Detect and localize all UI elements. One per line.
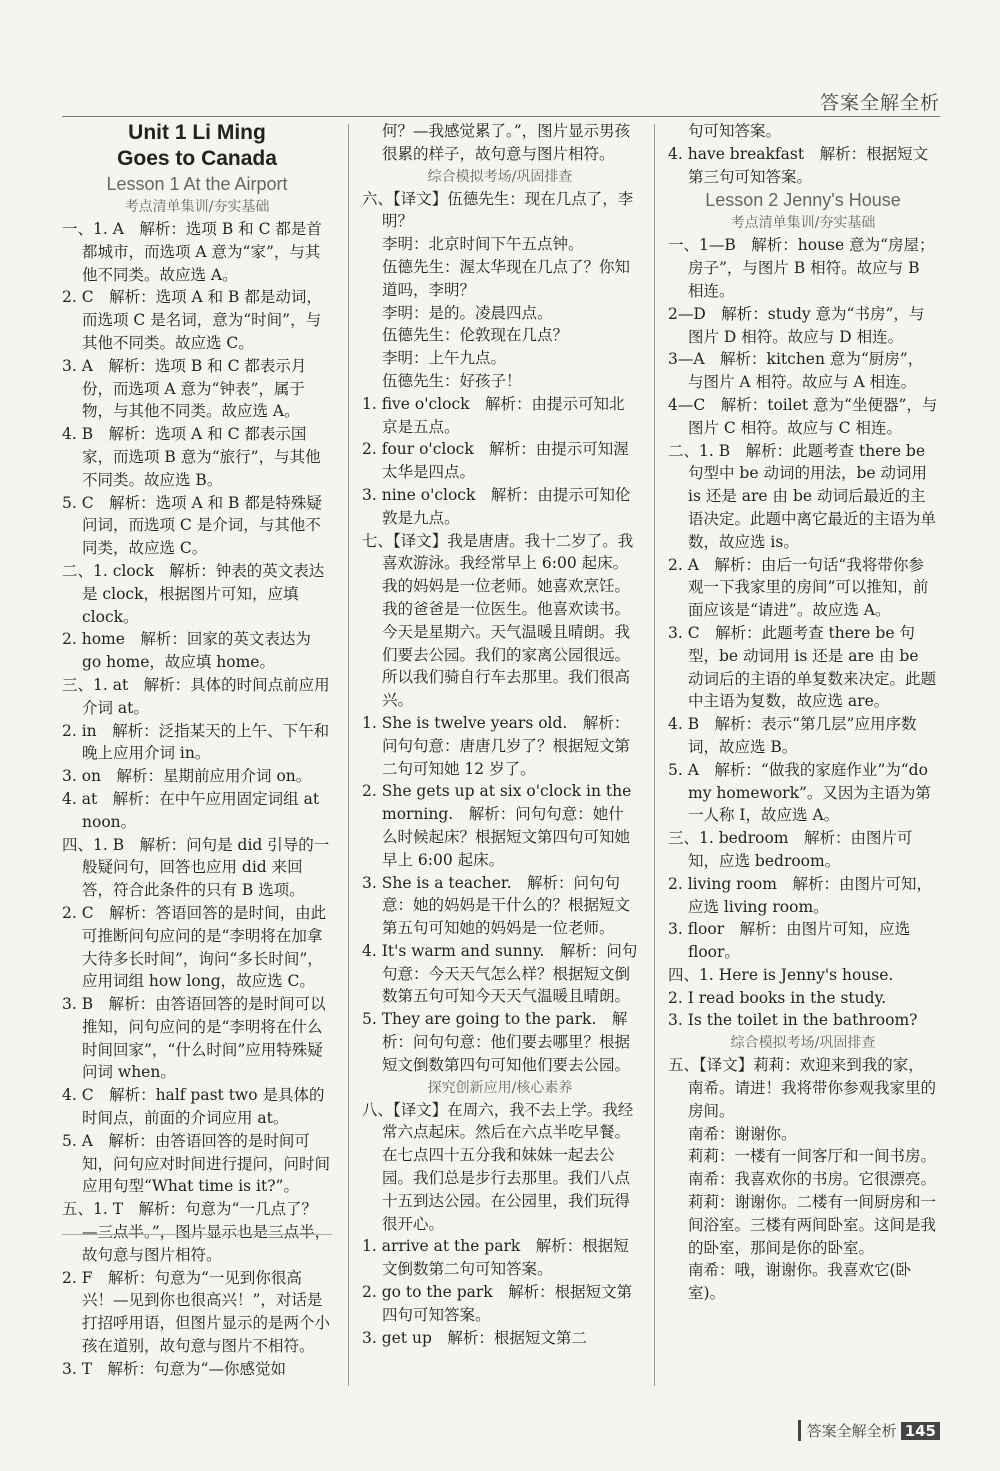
answer-item: 4. B 解析：选项 A 和 C 都表示国家，而选项 B 意为“旅行”，与其他不同类。故应选 B。	[62, 425, 321, 489]
answer-item: 三、1. bedroom 解析：由图片可知，应选 bedroom。	[668, 829, 913, 870]
unit-title: Goes to Canada	[117, 147, 277, 170]
answer-item: 3. T 解析：句意为“—你感觉如	[62, 1359, 286, 1378]
answer-item: 4. It's warm and sunny. 解析：问句句意：今天天气怎么样？根据短文倒数第五句可知今天天气温暖且晴朗。	[362, 941, 638, 1006]
answer-line: 伍德先生：渥太华现在几点了？你知道吗，李明？	[382, 257, 631, 299]
answer-item: 一、1—B 解析：house 意为“房屋；房子”，与图片 B 相符。故应与 B 相连。	[668, 236, 935, 300]
answer-item: 2. living room 解析：由图片可知，应选 living room。	[668, 874, 932, 916]
answer-item: 5. They are going to the park. 解析：问句句意：他们要去哪里？根据短文倒数第四句可知他们要去公园。	[362, 1010, 631, 1074]
answer-item: 四、1. B 解析：问句是 did 引导的一般疑问句，回答也应用 did 来回答，符合此条件的只有 B 选项。	[62, 835, 330, 900]
answer-item: 2. home 解析：回家的英文表达为 go home，故应填 home。	[62, 630, 311, 672]
answer-item: 5. C 解析：选项 A 和 B 都是特殊疑问词，而选项 C 是介词，与其他不同类，故应选 C。	[62, 493, 322, 558]
header-rule	[62, 116, 940, 117]
answer-item: 4. B 解析：表示“第几层”应用序数词，故应选 B。	[668, 715, 917, 756]
answer-line: 李明：上午九点。	[382, 349, 507, 368]
answer-item: 3. on 解析：星期前应用介词 on。	[62, 767, 312, 786]
section-rule	[62, 1234, 332, 1235]
answer-line: 伍德先生：好孩子！	[382, 371, 522, 390]
answer-item: 4. have breakfast 解析：根据短文第三句可知答案。	[668, 144, 929, 186]
answer-item: 2. A 解析：由后一句话“我将带你参观一下我家里的房间”可以推知，前面应该是“请进”。故应选 A。	[668, 555, 929, 620]
lesson-title: Lesson 1 At the Airport	[106, 174, 288, 194]
answer-item: 4—C 解析：toilet 意为“坐便器”，与图片 C 相符。故应与 C 相连。	[668, 395, 938, 437]
section-heading: 综合模拟考场/巩固排查	[730, 1035, 876, 1052]
answer-item: 五、1. T 解析：句意为“一几点了？—三点半。”，图片显示也是三点半，故句意与图片相符。	[62, 1200, 331, 1264]
answer-item: 5. A 解析：“做我的家庭作业”为“do my homework”。又因为主语为第一人称 I，故应选 A。	[668, 760, 931, 825]
answer-item: 八、【译文】在周六，我不去上学。我经常六点起床。然后在六点半吃早餐。在七点四十五分我和妹妹一起去公园。我们总是步行去那里。我们八点十五到达公园。在公园里，我们玩得很开心。	[362, 1100, 634, 1233]
answer-item: 2—D 解析：study 意为“书房”，与图片 D 相符。故应与 D 相连。	[668, 304, 925, 346]
column-3	[668, 120, 938, 1390]
answer-item: 5. A 解析：由答语回答的是时间可知，问句应对时间进行提问，问时间应用句型“What time is it?”。	[62, 1131, 331, 1196]
answer-item: 3. C 解析：此题考查 there be 句型，be 动词用 is 还是 are 由 be 动词后的主语的单复数来决定。此题中主语为复数，故应选 are。	[668, 623, 937, 711]
answer-item: 二、1. B 解析：此题考查 there be 句型中 be 动词的用法，be 动词用 is 还是 are 由 be 动词后最近的主语决定。此题中离它最近的主语为单数，故应选 is。	[668, 441, 937, 551]
answer-item: 五、【译文】莉莉：欢迎来到我的家，南希。请进！我将带你参观我家里的房间。	[668, 1056, 937, 1120]
answer-line: 李明：北京时间下午五点钟。	[382, 235, 584, 254]
column-1	[62, 120, 332, 1390]
page-number: 145	[901, 1422, 940, 1440]
answer-item: 3. floor 解析：由图片可知，应选 floor。	[668, 920, 911, 962]
answer-line: 莉莉：谢谢你。二楼有一间厨房和一间浴室。三楼有两间卧室。这间是我的卧室，那间是你的卧室。	[688, 1193, 937, 1257]
answer-item: 一、1. A 解析：选项 B 和 C 都是首都城市，而选项 A 意为“家”，与其他不同类。故应选 A。	[62, 220, 322, 284]
answer-line: 南希：谢谢你。	[688, 1124, 797, 1143]
answer-item: 3. She is a teacher. 解析：问句句意：她的妈妈是干什么的？根据短文第五句可知她的妈妈是一位老师。	[362, 873, 631, 938]
column-2	[362, 120, 638, 1390]
column-divider	[654, 124, 655, 1386]
answer-item: 2. four o'clock 解析：由提示可知渥太华是四点。	[362, 440, 629, 482]
answer-item: 2. F 解析：句意为“一见到你很高兴！—见到你也很高兴！”，对话是打招呼用语，但图片显示的是两个小孩在道别，故句意与图片不相符。	[62, 1268, 331, 1356]
answer-item: 3. A 解析：选项 B 和 C 都表示月份，而选项 A 意为“钟表”，属于物，与其他不同类。故应选 A。	[62, 356, 307, 421]
answer-line: 李明：是的。凌晨四点。	[382, 303, 553, 322]
section-heading: 探究创新应用/核心素养	[427, 1079, 573, 1096]
answer-item: 七、【译文】我是唐唐。我十二岁了。我喜欢游泳。我经常早上 6:00 起床。我的妈妈是一位老师。她喜欢烹饪。我的爸爸是一位医生。他喜欢读书。今天是星期六。天气温暖且晴朗。我们要去公园。我们的家离公园很远。所以我们骑自行车去那里。我们很高兴。	[362, 531, 634, 710]
answer-item: 3. B 解析：由答语回答的是时间可以推知，问句应问的是“李明将在什么时间回家”，“什么时间”应用特殊疑问词 when。	[62, 995, 326, 1082]
answer-item: 1. She is twelve years old. 解析：问句句意：唐唐几岁了？根据短文第二句可知她 12 岁了。	[362, 713, 631, 778]
page-header: 答案全解全析	[819, 93, 940, 114]
section-heading: 综合模拟考场/巩固排查	[427, 168, 573, 185]
answer-line: 何？—我感觉累了。”，图片显示男孩很累的样子，故句意与图片相符。	[382, 122, 631, 163]
answer-line: 南希：哦，谢谢你。我喜欢它(卧室)。	[688, 1261, 912, 1303]
answer-item: 3. get up 解析：根据短文第二	[362, 1328, 587, 1347]
answer-item: 2. She gets up at six o'clock in the morning. 解析：问句句意：她什么时候起床？根据短文第四句可知她早上 6:00 起床。	[362, 782, 632, 869]
answer-item: 3. Is the toilet in the bathroom?	[668, 1011, 918, 1030]
answer-item: 2. I read books in the study.	[668, 988, 887, 1007]
answer-item: 2. C 解析：答语回答的是时间，由此可推断问句应问的是“李明将在加拿大待多长时间”，询问“多长时间”，应用词组 how long，故应选 C。	[62, 903, 327, 991]
unit-title: Unit 1 Li Ming	[128, 121, 266, 144]
answer-item: 4. at 解析：在中午应用固定词组 at noon。	[62, 789, 320, 831]
answer-columns	[62, 120, 938, 1390]
answer-item: 3—A 解析：kitchen 意为“厨房”，与图片 A 相符。故应与 A 相连。	[668, 350, 924, 392]
answer-item: 2. in 解析：泛指某天的上午、下午和晚上应用介词 in。	[62, 721, 330, 763]
answer-line: 伍德先生：伦敦现在几点？	[382, 326, 569, 345]
answer-item: 1. arrive at the park 解析：根据短文倒数第二句可知答案。	[362, 1237, 629, 1279]
section-heading: 考点清单集训/夯实基础	[730, 215, 876, 232]
column-divider	[348, 124, 349, 1386]
answer-item: 四、1. Here is Jenny's house.	[668, 965, 894, 984]
answer-item: 二、1. clock 解析：钟表的英文表达是 clock，根据图片可知，应填 clock。	[62, 561, 325, 626]
section-heading: 考点清单集训/夯实基础	[124, 199, 270, 215]
lesson-title: Lesson 2 Jenny's House	[705, 190, 901, 211]
answer-item: 1. five o'clock 解析：由提示可知北京是五点。	[362, 394, 625, 436]
answer-line: 南希：我喜欢你的书房。它很漂亮。	[688, 1170, 937, 1189]
answer-item: 三、1. at 解析：具体的时间点前应用介词 at。	[62, 675, 330, 717]
answer-item: 六、【译文】伍德先生：现在几点了，李明？	[362, 189, 634, 231]
footer-label: 答案全解全析	[806, 1422, 897, 1440]
answer-item: 4. C 解析：half past two 是具体的时间点，前面的介词应用 at。	[62, 1086, 325, 1128]
page-footer	[798, 1420, 940, 1441]
answer-line: 莉莉：一楼有一间客厅和一间书房。	[688, 1147, 937, 1166]
answer-item: 2. go to the park 解析：根据短文第四句可知答案。	[362, 1283, 633, 1324]
answer-item: 2. C 解析：选项 A 和 B 都是动词，而选项 C 是名词，意为“时间”，与其他不同类。故应选 C。	[62, 288, 322, 352]
answer-item: 3. nine o'clock 解析：由提示可知伦敦是九点。	[362, 485, 631, 527]
answer-line: 句可知答案。	[688, 122, 782, 140]
